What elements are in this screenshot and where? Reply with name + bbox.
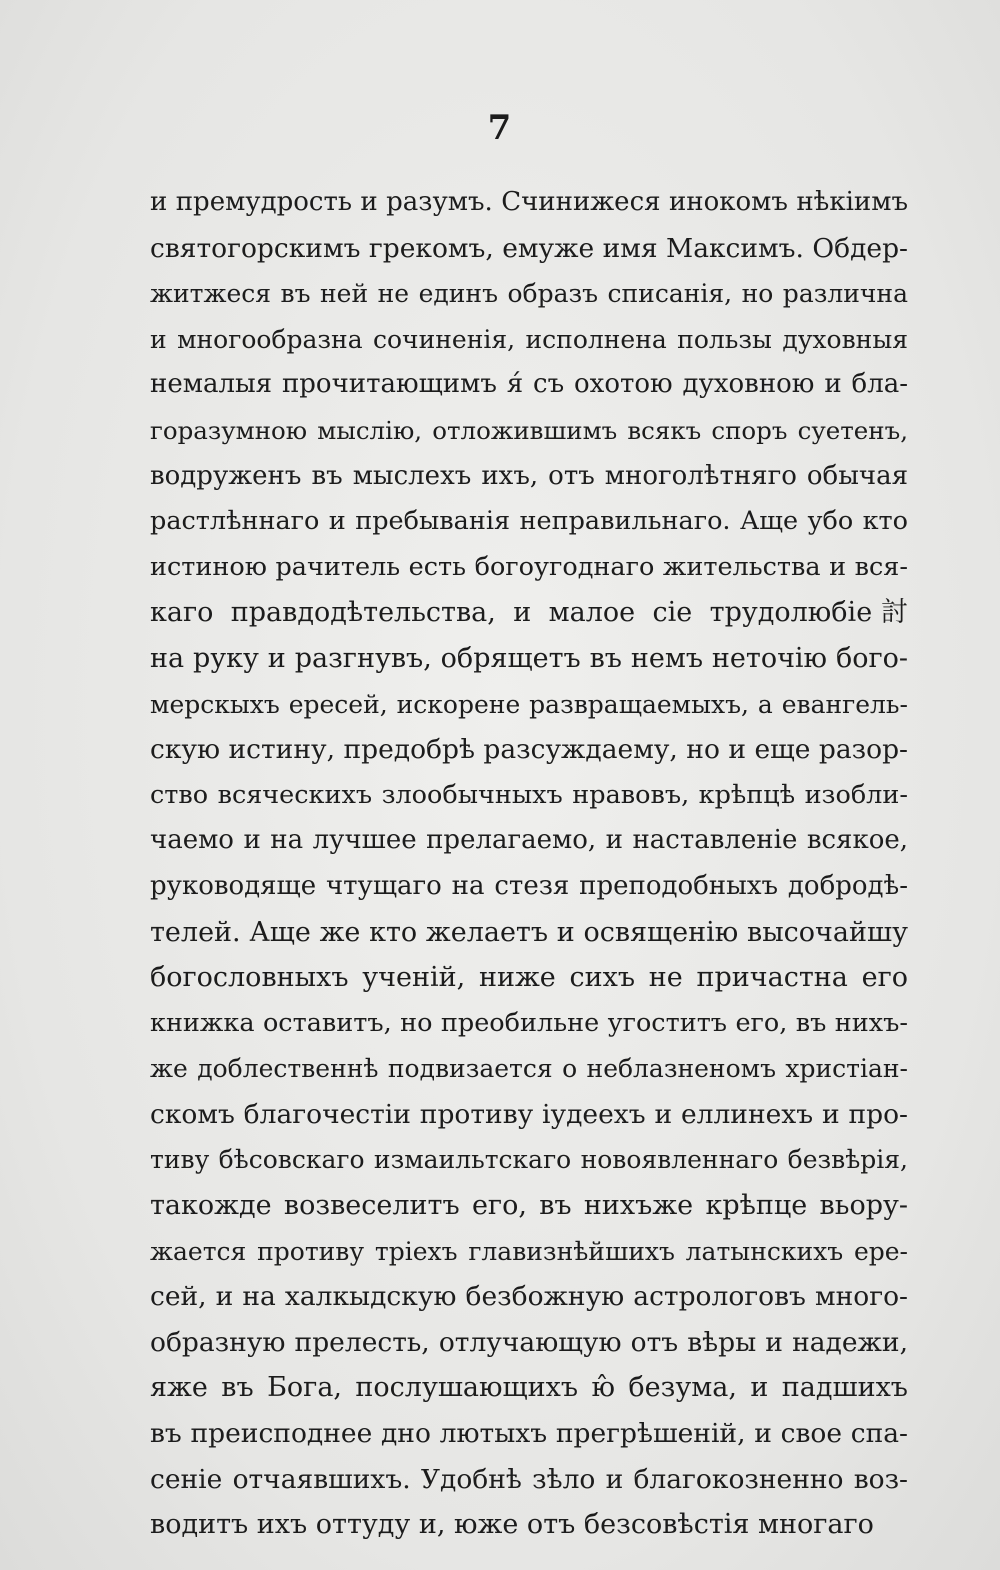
text-line: скую истину, предобрѣ разсуждаему, но и еще разор- — [150, 734, 908, 766]
text-line: и премудрость и разумъ. Счинижеся инокомъ нѣкіимъ — [150, 187, 908, 217]
text-line: мерскыхъ ересей, искорене развращаемыхъ, а евангель- — [150, 689, 908, 719]
text-line: водитъ ихъ оттуду и, юже отъ безсовѣстія многаго — [150, 1509, 874, 1541]
text-line: на руку и разгнувъ, обрящетъ въ немъ неточію бого- — [150, 642, 908, 674]
text-line: руководяще чтущаго на стезя преподобныхъ добродѣ- — [150, 870, 908, 901]
text-line: сеніе отчаявшихъ. Удобнѣ зѣло и благокозненно воз- — [150, 1463, 908, 1495]
text-line: и многообразна сочиненія, исполнена пользы духовныя — [150, 324, 908, 354]
body-text — [150, 180, 908, 1548]
text-line: сей, и на халкыдскую безбожную астрологовъ много- — [150, 1281, 908, 1313]
text-line: немалыя прочитающимъ я́ съ охотою духовною и бла- — [150, 369, 908, 400]
text-line: горазумною мыслію, отложившимъ всякъ споръ суетенъ, — [150, 415, 908, 445]
text-line: чаемо и на лучшее прелагаемо, и наставленіе всякое, — [150, 825, 908, 856]
text-line: образную прелесть, отлучающую отъ вѣры и надежи, — [150, 1326, 908, 1358]
text-line: каго правдодѣтельства, и малое сіе трудолюбіе討 — [150, 597, 908, 629]
text-line: ство всяческихъ злообычныхъ нравовъ, крѣпцѣ изобли- — [150, 779, 908, 810]
text-line: телей. Аще же кто желаетъ и освященію высочайшу — [150, 916, 908, 948]
text-line: житжеся въ ней не единъ образъ списанія, но различна — [150, 279, 908, 309]
page-number: 7 — [487, 108, 513, 148]
text-line: скомъ благочестіи противу іудеехъ и еллинехъ и про- — [150, 1098, 908, 1130]
text-line: яже въ Бога, послушающихъ ю̂ безума, и падшихъ — [150, 1372, 908, 1404]
text-line: книжка оставитъ, но преобильне угоститъ его, въ нихъ- — [150, 1007, 908, 1038]
text-line: богословныхъ ученій, ниже сихъ не причастна его — [150, 962, 908, 994]
text-line: растлѣннаго и пребыванія неправильнаго. Аще убо кто — [150, 506, 908, 537]
text-line: же доблественнѣ подвизается о неблазненомъ христіан- — [150, 1054, 908, 1084]
text-line: истиною рачитель есть богоугоднаго жительства и вся- — [150, 551, 908, 582]
text-line: въ преисподнее дно лютыхъ прегрѣшеній, и свое спа- — [150, 1418, 908, 1450]
text-line: водруженъ въ мыслехъ ихъ, отъ многолѣтняго обычая — [150, 460, 908, 491]
text-line: такожде возвеселитъ его, въ нихъже крѣпце вьору- — [150, 1190, 908, 1222]
text-line: святогорскимъ грекомъ, емуже имя Максимъ. Обдер- — [150, 232, 908, 264]
text-line: тиву бѣсовскаго измаильтскаго новоявленнаго безвѣрія, — [150, 1145, 908, 1175]
text-line: жается противу тріехъ главизнѣйшихъ латынскихъ ере- — [150, 1236, 908, 1266]
